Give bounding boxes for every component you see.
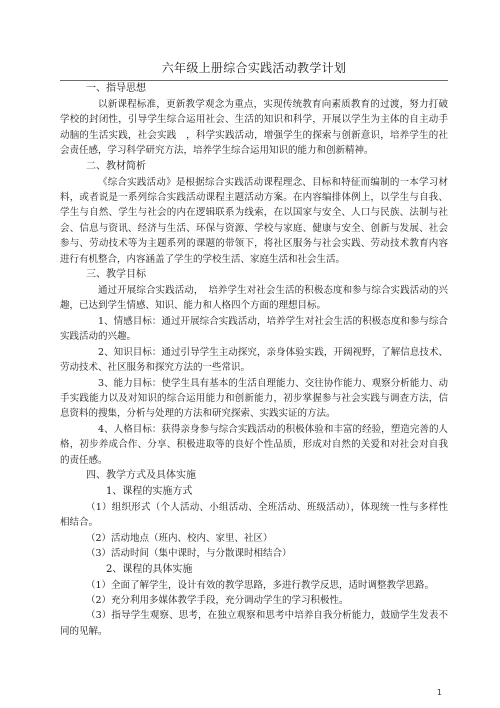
page-number: 1 — [436, 688, 442, 697]
section-heading: 三、教学目标 — [86, 269, 146, 281]
paragraph: 4、人格目标：获得亲身参与综合实践活动的积极体验和丰富的经验，塑造完善的人格，初步养成合作、分享、积极进取等的良好个性品质，形成对自然的关爱和对社会对自我的责任感。 — [60, 423, 448, 466]
document-title: 六年级上册综合实践活动教学计划 — [161, 61, 347, 75]
list-item: （3）指导学生观察、思考，在独立观察和思考中培养自我分析能力，鼓励学生发表不同的见解。 — [60, 610, 448, 637]
section-heading: 二、教材简析 — [86, 160, 146, 172]
list-item: （1）组织形式（个人活动、小组活动、全班活动、班级活动），体现统一性与多样性相结合。 — [60, 501, 448, 529]
subsection-heading: 2、课程的具体实施 — [106, 563, 193, 575]
paragraph: 1、情感目标：通过开展综合实践活动，培养学生对社会生活的积极态度和参与综合实践活动的兴趣。 — [60, 315, 448, 343]
subsection-heading: 1、课程的实施方式 — [106, 485, 193, 497]
paragraph: 3、能力目标：使学生具有基本的生活自理能力、交往协作能力、观察分析能力、动手实践能力以及对知识的综合运用能力和创新能力，初步掌握参与社会实践与调查方法，信息资料的搜集，分析与处理的方法和研究探索、实践实证的方法。 — [60, 377, 448, 420]
section-heading: 一、指导思想 — [86, 83, 146, 94]
list-item: （2）充分利用多媒体教学手段，充分调动学生的学习积极性。 — [86, 594, 349, 606]
document-sections — [60, 81, 448, 639]
paragraph: 通过开展综合实践活动， 培养学生对社会生活的积极态度和参与综合实践活动的兴趣，已达到学生情感、知识、能力和人格四个方面的理想目标。 — [60, 285, 448, 312]
paragraph: 《综合实践活动》是根据综合实践活动课程理念、目标和特征而编制的一本学习材料，或者说是一系列综合实践活动课程主题活动方案。在内容编排体例上，以学生与自我、学生与自然、学生与社会的内在逻辑联系为线索，在以国家与安全、人口与民族、法制与社会、信息与资讯、经济与生活、环保与资源、学校与家庭、健康与安全、创新与发展、社会参与、劳动技术等为主题系列的课题的带领下，将社区服务与社会实践、劳动技术教育内容进行有机整合，内容涵盖了学生的学校生活、家庭生活和社会生活。 — [60, 176, 448, 265]
paragraph: 以新课程标准，更新教学观念为重点，实现传统教育向素质教育的过渡，努力打破学校的封闭性，引导学生综合运用社会、生活的知识和科学，开展以学生为主体的自主动手动脑的生活实践，社会实践 ，科学实践活动，增强学生的探索与创新意识，培养学生的社会责任感，学习科学研究方法，培养学生综合运用知识的能力和创新精神。 — [60, 99, 448, 157]
document-body — [60, 60, 448, 639]
paragraph: 2、知识目标：通过引导学生主动探究，亲身体验实践，开阔视野，了解信息技术、劳动技术、社区服务和探究方法的一些常识。 — [60, 346, 448, 374]
list-item: （2）活动地点（班内、校内、家里、社区） — [86, 532, 273, 544]
list-item: （1）全面了解学生，设计有效的教学思路，多进行教学反思，适时调整教学思路。 — [86, 579, 435, 591]
list-item: （3）活动时间（集中课时，与分散课时相结合） — [86, 548, 292, 560]
section-heading: 四、教学方式及具体实施 — [86, 469, 196, 481]
